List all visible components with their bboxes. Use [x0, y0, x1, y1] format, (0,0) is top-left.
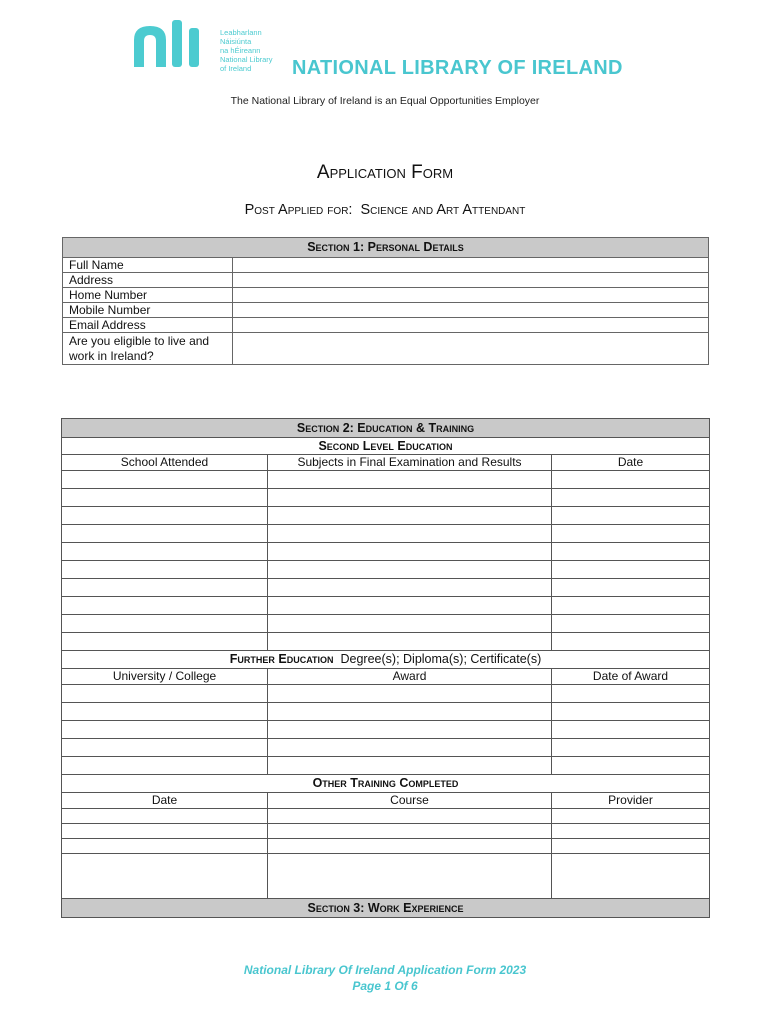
date-of-award-cell[interactable]	[552, 739, 710, 757]
provider-cell[interactable]	[552, 824, 710, 839]
course-cell[interactable]	[268, 854, 552, 899]
subjects-cell[interactable]	[268, 615, 552, 633]
subjects-cell[interactable]	[268, 633, 552, 651]
second-level-header: Second Level Education	[62, 438, 710, 455]
home-number-label: Home Number	[63, 288, 233, 303]
subjects-cell[interactable]	[268, 507, 552, 525]
full-name-label: Full Name	[63, 258, 233, 273]
course-cell[interactable]	[268, 809, 552, 824]
date-cell[interactable]	[552, 471, 710, 489]
award-cell[interactable]	[268, 685, 552, 703]
table-row	[62, 543, 710, 561]
table-row	[62, 525, 710, 543]
course-column: Course	[268, 793, 552, 809]
award-column: Award	[268, 669, 552, 685]
university-cell[interactable]	[62, 685, 268, 703]
other-training-header: Other Training Completed	[62, 775, 710, 793]
subjects-cell[interactable]	[268, 579, 552, 597]
personal-details-table	[62, 237, 709, 365]
eligibility-label: Are you eligible to live and work in Ireland?	[63, 333, 233, 365]
school-cell[interactable]	[62, 489, 268, 507]
course-cell[interactable]	[268, 824, 552, 839]
date-of-award-cell[interactable]	[552, 757, 710, 775]
table-row	[62, 839, 710, 854]
school-cell[interactable]	[62, 615, 268, 633]
email-address-label: Email Address	[63, 318, 233, 333]
university-cell[interactable]	[62, 757, 268, 775]
section2-header: Section 2: Education & Training	[62, 419, 710, 438]
subjects-cell[interactable]	[268, 489, 552, 507]
training-date-cell[interactable]	[62, 854, 268, 899]
table-row	[62, 615, 710, 633]
provider-cell[interactable]	[552, 839, 710, 854]
section3-header: Section 3: Work Experience	[62, 899, 710, 918]
date-cell[interactable]	[552, 543, 710, 561]
table-row	[62, 579, 710, 597]
post-label: Post Applied for:	[244, 202, 353, 218]
table-row	[62, 633, 710, 651]
further-education-note: Degree(s); Diploma(s); Certificate(s)	[340, 652, 542, 666]
date-of-award-column: Date of Award	[552, 669, 710, 685]
table-row	[62, 507, 710, 525]
training-date-cell[interactable]	[62, 809, 268, 824]
education-training-table	[61, 418, 710, 918]
training-date-cell[interactable]	[62, 824, 268, 839]
subjects-cell[interactable]	[268, 471, 552, 489]
table-row	[62, 561, 710, 579]
post-applied-line	[0, 202, 770, 218]
course-cell[interactable]	[268, 839, 552, 854]
section1-header: Section 1: Personal Details	[63, 238, 709, 258]
table-row	[62, 739, 710, 757]
school-cell[interactable]	[62, 525, 268, 543]
subjects-cell[interactable]	[268, 525, 552, 543]
footer-form-title: National Library Of Ireland Application Form 2023	[243, 963, 527, 977]
table-row	[62, 597, 710, 615]
date-cell[interactable]	[552, 561, 710, 579]
table-row	[62, 685, 710, 703]
award-cell[interactable]	[268, 703, 552, 721]
date-cell[interactable]	[552, 525, 710, 543]
email-address-field[interactable]	[233, 318, 709, 333]
full-name-field[interactable]	[233, 258, 709, 273]
date-cell[interactable]	[552, 597, 710, 615]
university-college-column: University / College	[62, 669, 268, 685]
form-title: Application Form	[316, 162, 454, 183]
subjects-cell[interactable]	[268, 597, 552, 615]
address-label: Address	[63, 273, 233, 288]
school-cell[interactable]	[62, 579, 268, 597]
subjects-cell[interactable]	[268, 561, 552, 579]
school-cell[interactable]	[62, 633, 268, 651]
university-cell[interactable]	[62, 703, 268, 721]
logo-irish-english-text: Leabharlann Náisiúnta na hÉireann National Library of Ireland	[220, 28, 273, 73]
home-number-field[interactable]	[233, 288, 709, 303]
table-row	[62, 489, 710, 507]
eligibility-field[interactable]	[233, 333, 709, 365]
date-column: Date	[552, 455, 710, 471]
school-cell[interactable]	[62, 507, 268, 525]
equal-opportunities-tagline: The National Library of Ireland is an Equal Opportunities Employer	[230, 95, 540, 107]
table-row	[62, 471, 710, 489]
school-cell[interactable]	[62, 597, 268, 615]
date-cell[interactable]	[552, 579, 710, 597]
university-cell[interactable]	[62, 739, 268, 757]
award-cell[interactable]	[268, 721, 552, 739]
date-cell[interactable]	[552, 507, 710, 525]
further-education-header	[62, 651, 710, 669]
date-of-award-cell[interactable]	[552, 721, 710, 739]
award-cell[interactable]	[268, 739, 552, 757]
mobile-number-label: Mobile Number	[63, 303, 233, 318]
table-row	[62, 854, 710, 899]
date-cell[interactable]	[552, 633, 710, 651]
address-field[interactable]	[233, 273, 709, 288]
school-attended-column: School Attended	[62, 455, 268, 471]
page-footer	[0, 962, 770, 994]
training-date-column: Date	[62, 793, 268, 809]
award-cell[interactable]	[268, 757, 552, 775]
date-cell[interactable]	[552, 615, 710, 633]
table-row	[62, 721, 710, 739]
table-row	[62, 703, 710, 721]
table-row	[62, 824, 710, 839]
training-date-cell[interactable]	[62, 839, 268, 854]
school-cell[interactable]	[62, 561, 268, 579]
table-row	[62, 809, 710, 824]
table-row	[62, 757, 710, 775]
date-cell[interactable]	[552, 489, 710, 507]
school-cell[interactable]	[62, 471, 268, 489]
provider-column: Provider	[552, 793, 710, 809]
further-education-title: Further Education	[229, 652, 334, 666]
university-cell[interactable]	[62, 721, 268, 739]
mobile-number-field[interactable]	[233, 303, 709, 318]
provider-cell[interactable]	[552, 854, 710, 899]
school-cell[interactable]	[62, 543, 268, 561]
footer-page-number: Page 1 Of 6	[352, 979, 418, 993]
provider-cell[interactable]	[552, 809, 710, 824]
post-value: Science and Art Attendant	[360, 202, 526, 218]
organization-name: NATIONAL LIBRARY OF IRELAND	[292, 57, 623, 79]
date-of-award-cell[interactable]	[552, 703, 710, 721]
subjects-results-column: Subjects in Final Examination and Results	[268, 455, 552, 471]
subjects-cell[interactable]	[268, 543, 552, 561]
date-of-award-cell[interactable]	[552, 685, 710, 703]
